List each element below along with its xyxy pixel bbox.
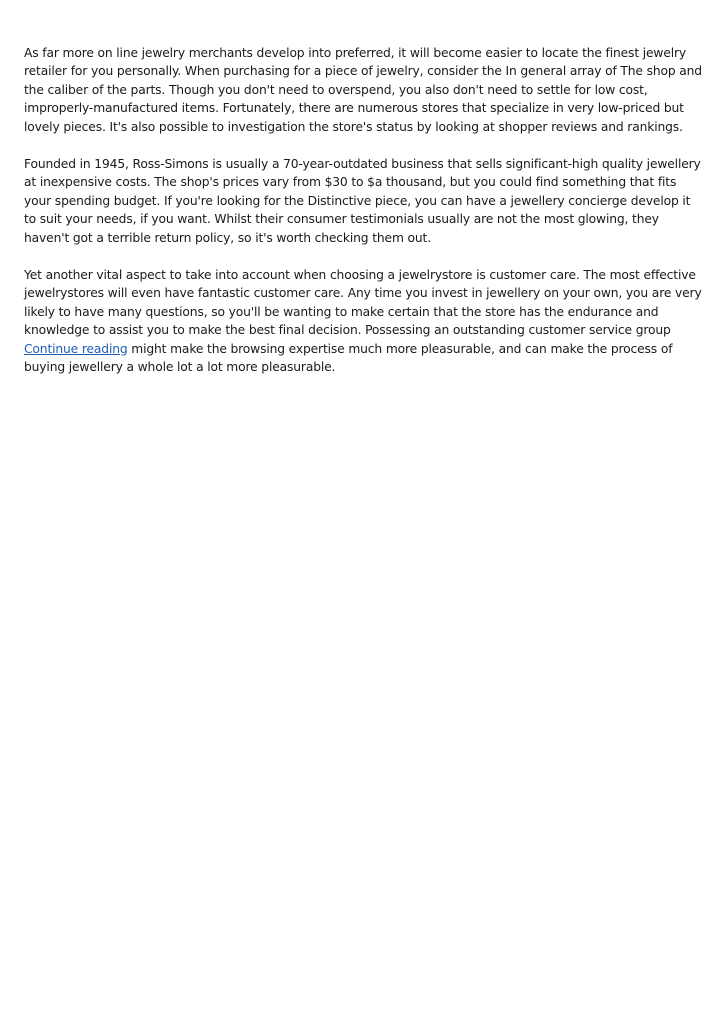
continue-reading-link[interactable]: Continue reading bbox=[24, 341, 128, 356]
paragraph-1-text: As far more on line jewelry merchants develop into preferred, it will become easier to locate the finest jewelry retailer for you personally. When purchasing for a piece of jewelry, consider the In general array of The shop and the caliber of the parts. Though you don't need to overspend, you also don't need to settle for low cost, improperly-manufactured items. Fortunately, there are numerous stores that specialize in very low-priced but lovely pieces. It's also possible to investigation the store's status by looking at shopper reviews and rankings. bbox=[24, 46, 702, 134]
paragraph-2 bbox=[24, 155, 704, 247]
paragraph-3 bbox=[24, 266, 704, 376]
paragraph-3-text-after-link: might make the browsing expertise much more pleasurable, and can make the process of buying jewellery a whole lot a lot more pleasurable. bbox=[24, 341, 673, 375]
paragraph-2-text: Founded in 1945, Ross-Simons is usually a 70-year-outdated business that sells significant-high quality jewellery at inexpensive costs. The shop's prices vary from $30 to $a thousand, but you could find something that fits your spending budget. If you're looking for the Distinctive piece, you can have a jewellery concierge develop it to suit your needs, if you want. Whilst their consumer testimonials usually are not the most glowing, they haven't got a terrible return policy, so it's worth checking them out. bbox=[24, 157, 701, 245]
paragraph-1 bbox=[24, 44, 704, 136]
paragraph-3-text-before-link: Yet another vital aspect to take into account when choosing a jewelrystore is customer care. The most effective jewelrystores will even have fantastic customer care. Any time you invest in jewellery on your own, you are very likely to have many questions, so you'll be wanting to make certain that the store has the endurance and knowledge to assist you to make the best final decision. Possessing an outstanding customer service group bbox=[24, 268, 702, 338]
document-body bbox=[24, 44, 704, 396]
